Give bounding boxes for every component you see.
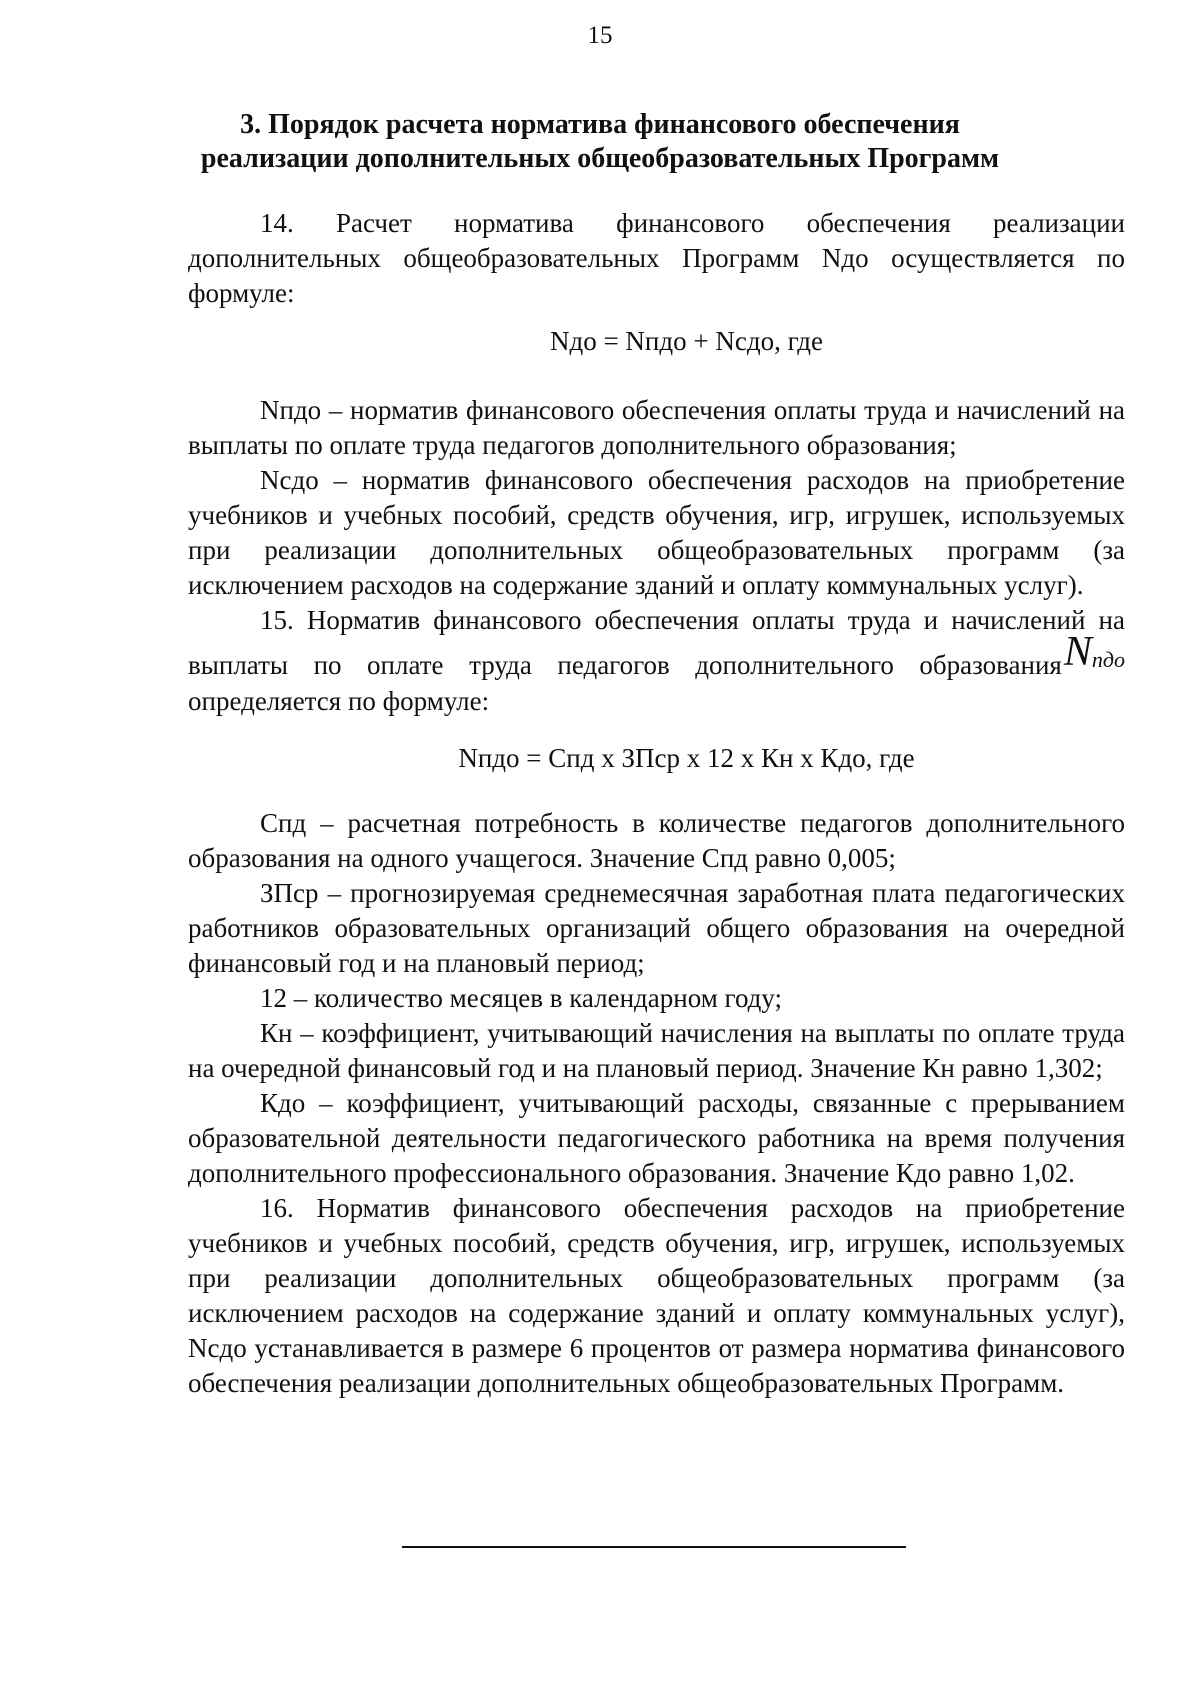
section-title-line-1: 3. Порядок расчета норматива финансового обеспечения: [240, 109, 960, 140]
document-body: [188, 206, 1125, 1401]
end-divider-line: [402, 1546, 906, 1548]
paragraph-15-line-2: [188, 629, 1125, 684]
formula-ndo: Nдо = Nпдо + Nсдо, где: [549, 326, 824, 356]
definition-kn: Кн – коэффициент, учитывающий начисления на выплаты по оплате труда на очередной финансовый год и на плановый период. Значение Кн равно 1,302;: [188, 1018, 1125, 1083]
page-number: 15: [587, 22, 613, 49]
npdo-symbol-main: N: [1063, 629, 1092, 675]
definition-npdo: Nпдо – норматив финансового обеспечения оплаты труда и начислений на выплаты по оплате труда педагогов дополнительного образования;: [188, 395, 1125, 460]
definition-kdo: Кдо – коэффициент, учитывающий расходы, связанные с прерыванием образовательной деятельности педагогического работника на время получения дополнительного профессионального образования. Значение Кдо равно 1,02.: [188, 1088, 1125, 1188]
paragraph-15-line-2-text: выплаты по оплате труда педагогов дополнительного образования: [188, 650, 1062, 680]
paragraph-16: 16. Норматив финансового обеспечения расходов на приобретение учебников и учебных пособий, средств обучения, игр, игрушек, используемых при реализации дополнительных общеобразовательных программ (за исключением расходов на содержание зданий и оплату коммунальных услуг), Nсдо устанавливается в размере 6 процентов от размера норматива финансового обеспечения реализации дополнительных общеобразовательных Программ.: [188, 1193, 1125, 1398]
npdo-symbol-sub: пдо: [1091, 647, 1125, 672]
section-title: [150, 108, 1050, 176]
paragraph-15: [188, 603, 1125, 719]
npdo-symbol: [1064, 629, 1125, 675]
paragraph-15-line-1: 15. Норматив финансового обеспечения оплаты труда и начислений на: [260, 605, 1125, 635]
definition-spd: Спд – расчетная потребность в количестве педагогов дополнительного образования на одного учащегося. Значение Спд равно 0,005;: [188, 808, 1125, 873]
paragraph-15-line-3: определяется по формуле:: [188, 686, 490, 716]
paragraph-14: 14. Расчет норматива финансового обеспечения реализации дополнительных общеобразовательных Программ Nдо осуществляется по формуле:: [188, 208, 1125, 308]
definition-nsdo: Nсдо – норматив финансового обеспечения расходов на приобретение учебников и учебных пособий, средств обучения, игр, игрушек, используемых при реализации дополнительных общеобразовательных программ (за исключением расходов на содержание зданий и оплату коммунальных услуг).: [188, 465, 1125, 600]
definition-zpsr: ЗПср – прогнозируемая среднемесячная заработная плата педагогических работников образовательных организаций общего образования на очередной финансовый год и на плановый период;: [188, 878, 1125, 978]
definition-12: 12 – количество месяцев в календарном году;: [260, 983, 783, 1013]
section-title-line-2: реализации дополнительных общеобразовательных Программ: [200, 143, 1000, 174]
formula-npdo: Nпдо = Спд х ЗПср х 12 х Кн х Кдо, где: [458, 743, 915, 773]
